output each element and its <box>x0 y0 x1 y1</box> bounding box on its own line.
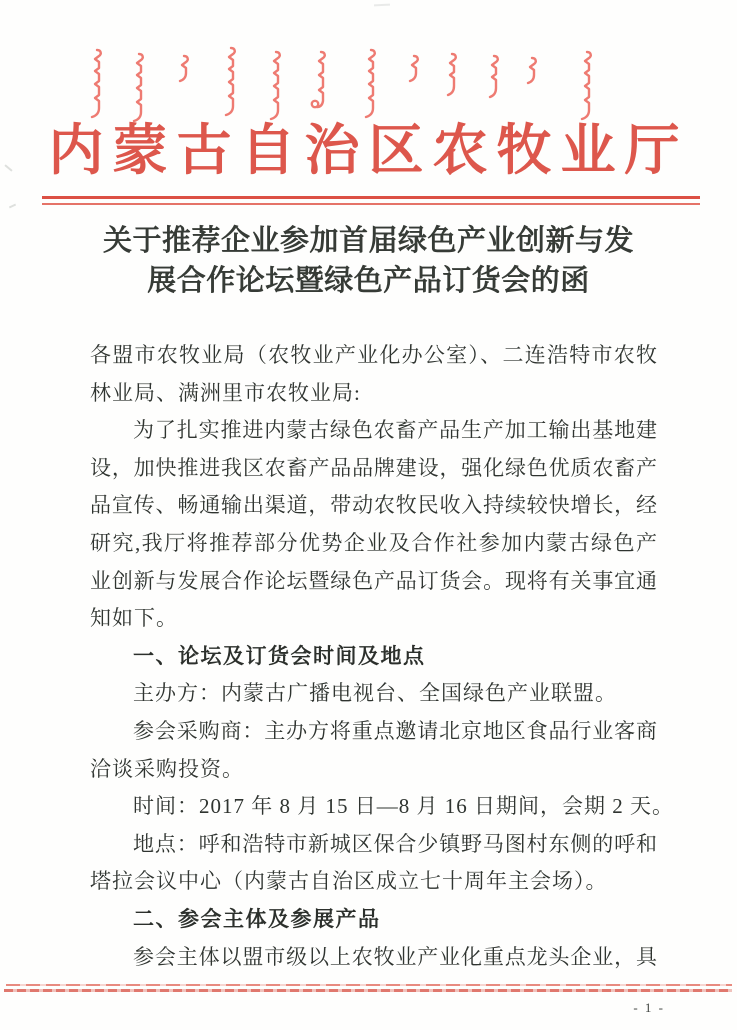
red-separator-line-bottom <box>42 203 700 205</box>
document-title <box>0 221 737 301</box>
document-title-line1: 关于推荐企业参加首届绿色产业创新与发 <box>102 225 634 257</box>
body-line: 参会主体以盟市级以上农牧业产业化重点龙头企业，具 <box>133 944 657 969</box>
body-line: 时间：2017 年 8 月 15 日—8 月 16 日期间，会期 2 天。 <box>133 794 674 819</box>
body-line: 设，加快推进我区农畜产品品牌建设，强化绿色优质农畜产 <box>90 455 657 480</box>
scan-artifact <box>374 4 390 7</box>
body-line: 塔拉会议中心（内蒙古自治区成立七十周年主会场）。 <box>90 869 608 894</box>
body-line: 知如下。 <box>90 606 178 631</box>
footer-red-line-top <box>6 984 732 986</box>
scan-artifact <box>9 204 16 209</box>
mongolian-script-text <box>88 44 668 124</box>
body-line: 地点：呼和浩特市新城区保合少镇野马图村东侧的呼和 <box>133 831 657 856</box>
body-line: 各盟市农牧业局（农牧业产业化办公室）、二连浩特市农牧 <box>90 343 657 367</box>
body-line: 研究,我厅将推荐部分优势企业及合作社参加内蒙古绿色产 <box>90 530 657 555</box>
body-line: 业创新与发展合作论坛暨绿色产品订货会。现将有关事宜通 <box>90 568 657 593</box>
document-title-line2: 展合作论坛暨绿色产品订货会的函 <box>147 265 590 297</box>
page-number: - 1 - <box>633 1000 665 1015</box>
body-line: 洽谈采购投资。 <box>90 756 244 781</box>
body-line: 林业局、满洲里市农牧业局: <box>90 380 361 405</box>
document-body <box>90 337 674 976</box>
body-line: 品宣传、畅通输出渠道，带动农牧民收入持续较快增长，经 <box>90 493 657 518</box>
red-separator-line-top <box>42 196 700 199</box>
section-heading-2: 二、参会主体及参展产品 <box>133 907 381 931</box>
body-line: 主办方：内蒙古广播电视台、全国绿色产业联盟。 <box>133 681 617 706</box>
section-heading-1: 一、论坛及订货会时间及地点 <box>133 644 426 668</box>
body-line: 为了扎实推进内蒙古绿色农畜产品生产加工输出基地建 <box>133 418 657 443</box>
agency-name-title: 内蒙古自治区农牧业厅 <box>48 120 689 181</box>
footer-red-line-bottom <box>4 989 732 992</box>
body-line: 参会采购商：主办方将重点邀请北京地区食品行业客商 <box>133 718 657 743</box>
